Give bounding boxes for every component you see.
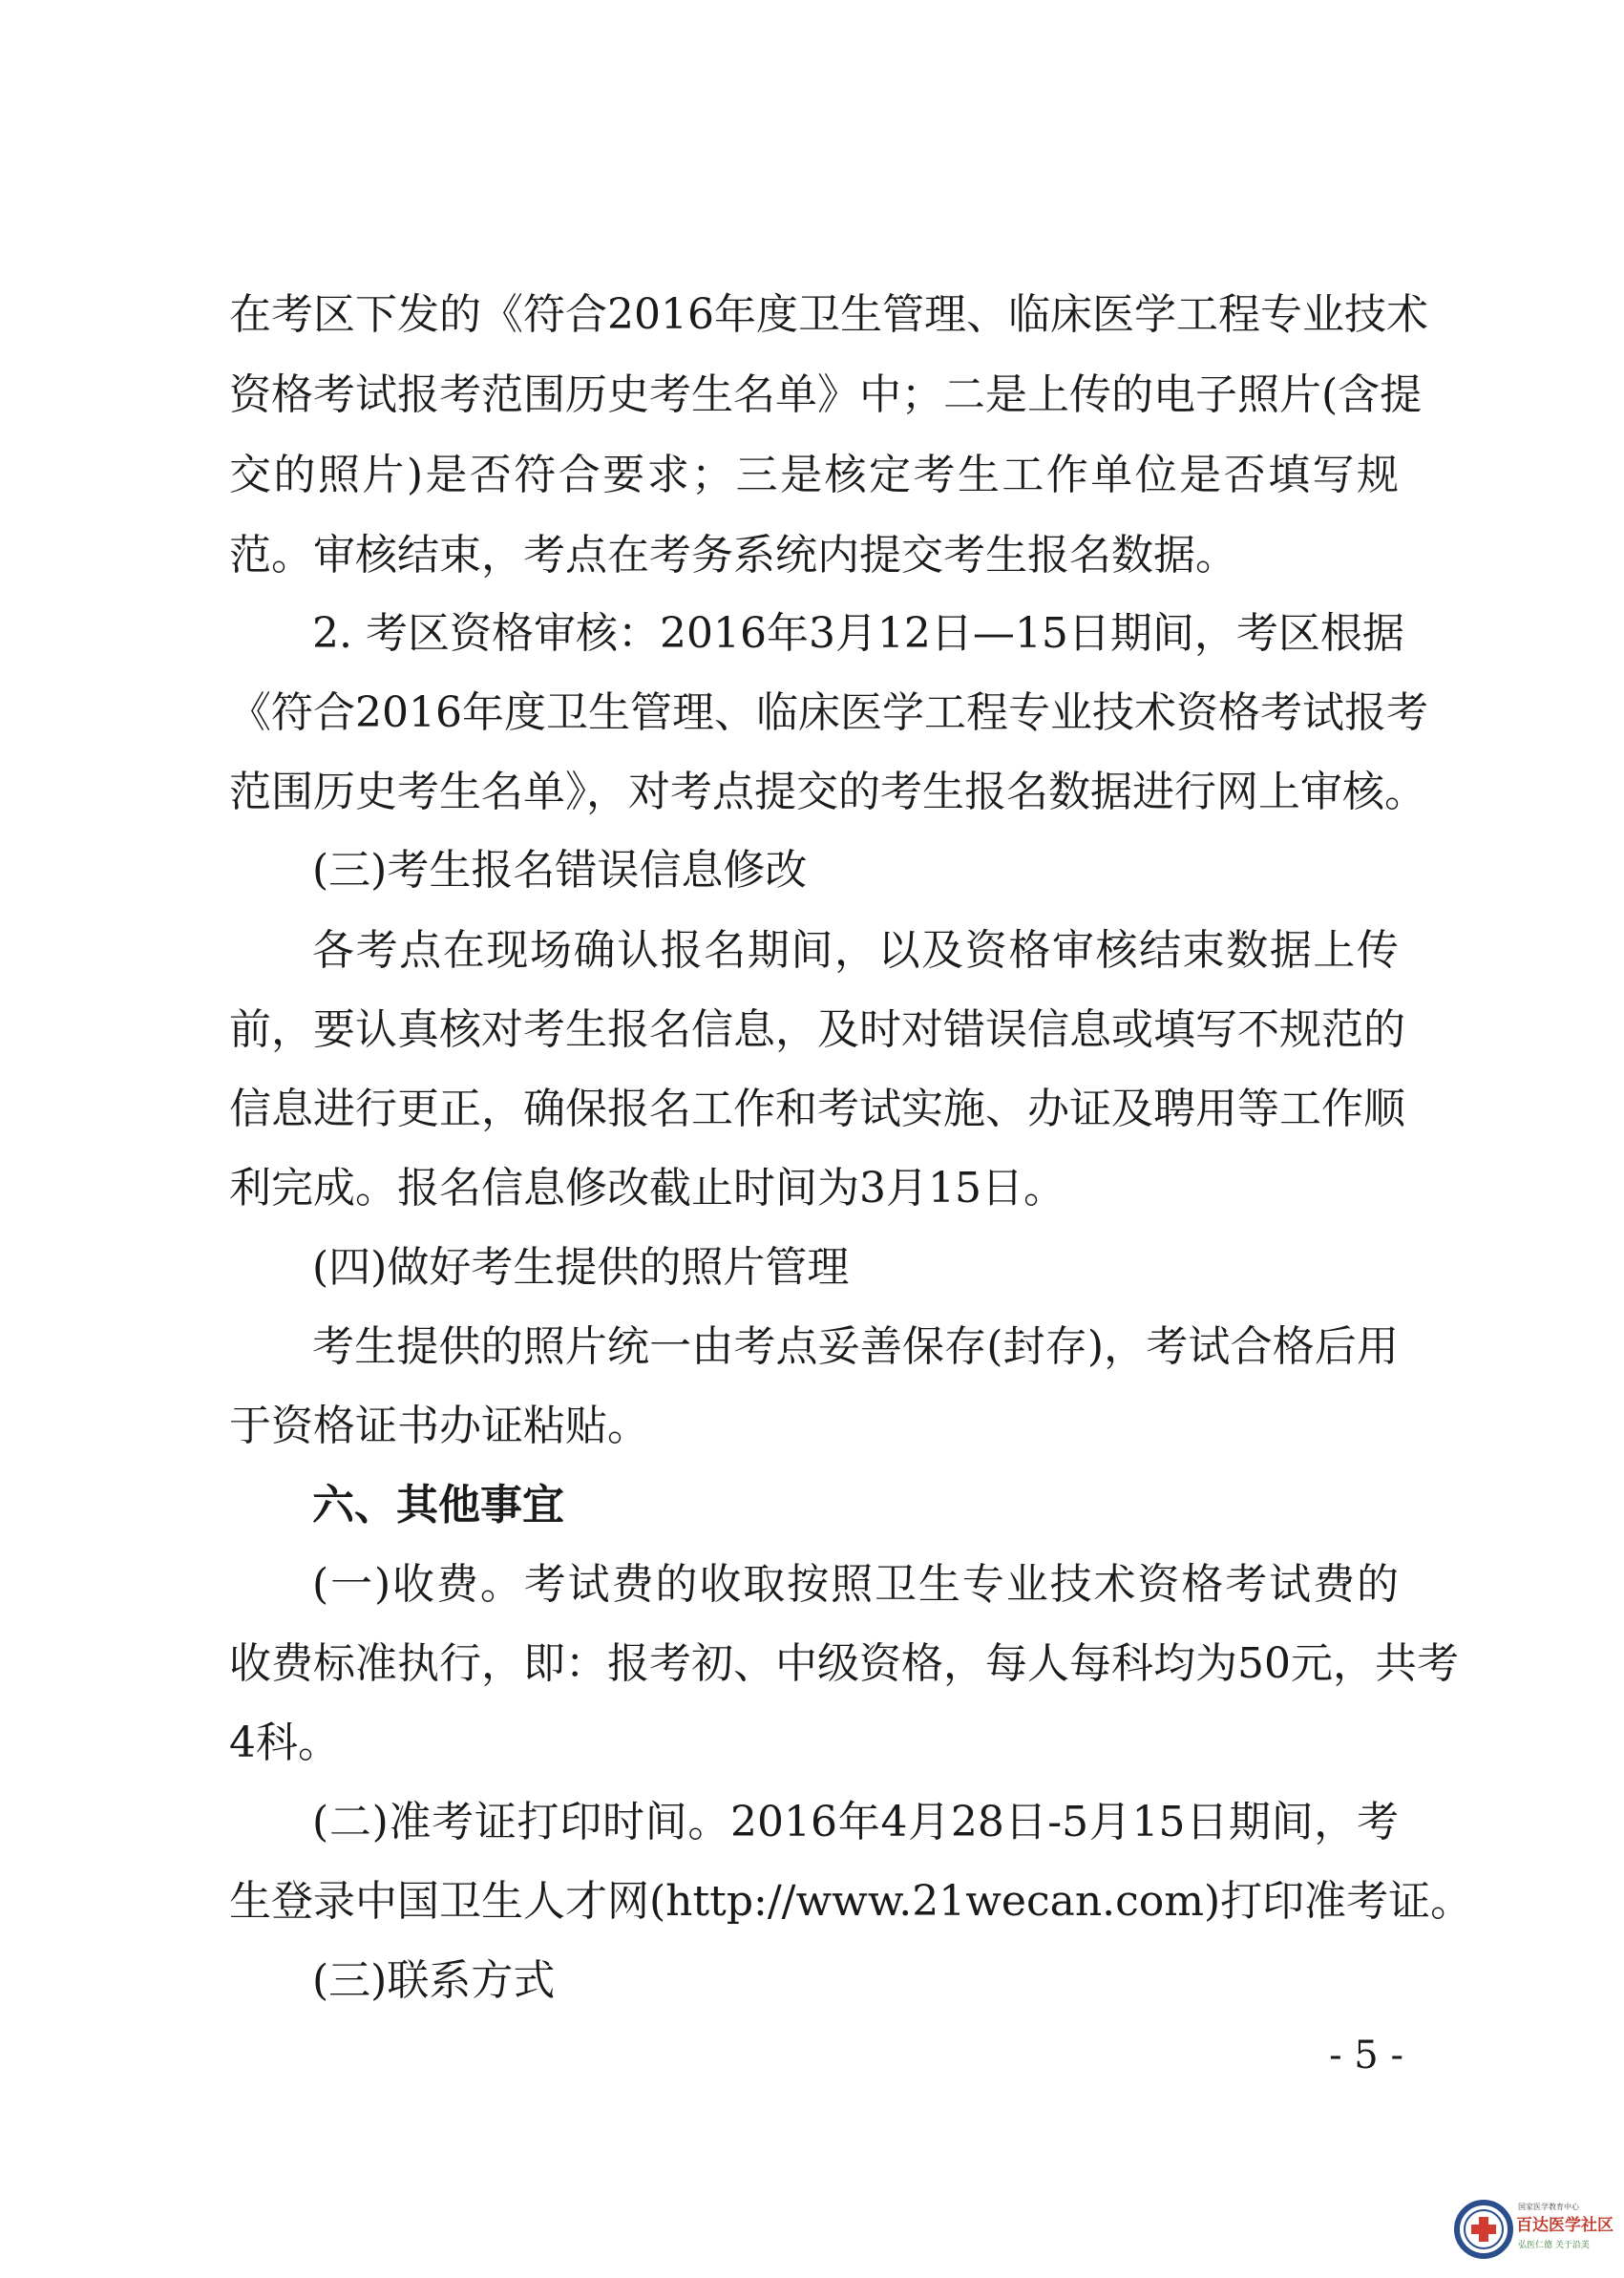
- photo-line-2: 于资格证书办证粘贴。: [229, 1402, 649, 1450]
- admission-ticket-line-2: 生登录中国卫生人才网(http://www.21wecan.com)打印准考证。: [229, 1877, 1473, 1926]
- medical-cross-logo-icon: [1451, 2196, 1618, 2263]
- section-2-line-2: 《符合2016年度卫生管理、临床医学工程专业技术资格考试报考: [229, 688, 1428, 737]
- site-watermark-logo: [1451, 2196, 1618, 2263]
- fee-line-3: 4科。: [229, 1719, 340, 1767]
- paragraph-line-1: 在考区下发的《符合2016年度卫生管理、临床医学工程专业技术: [229, 290, 1428, 339]
- subheading-error-info: (三)考生报名错误信息修改: [312, 846, 808, 895]
- subheading-contact: (三)联系方式: [312, 1956, 556, 2005]
- photo-line-1: 考生提供的照片统一由考点妥善保存(封存)，考试合格后用: [312, 1322, 1399, 1371]
- subheading-photo-management: (四)做好考生提供的照片管理: [312, 1243, 850, 1292]
- fee-line-1: (一)收费。考试费的收取按照卫生专业技术资格考试费的: [312, 1560, 1399, 1609]
- error-info-line-4: 利完成。报名信息修改截止时间为3月15日。: [229, 1164, 1065, 1213]
- paragraph-line-2: 资格考试报考范围历史考生名单》中；二是上传的电子照片(含提: [229, 370, 1423, 419]
- error-info-line-2: 前，要认真核对考生报名信息，及时对错误信息或填写不规范的: [229, 1005, 1405, 1054]
- watermark-sub-text: 弘医仁德 关于沿美: [1518, 2241, 1590, 2250]
- error-info-line-1: 各考点在现场确认报名期间，以及资格审核结束数据上传: [312, 926, 1399, 975]
- paragraph-line-4: 范。审核结束，考点在考务系统内提交考生报名数据。: [229, 531, 1237, 580]
- admission-ticket-line-1: (二)准考证打印时间。2016年4月28日-5月15日期间，考: [312, 1798, 1399, 1846]
- section-2-line-3: 范围历史考生名单》，对考点提交的考生报名数据进行网上审核。: [229, 768, 1426, 816]
- fee-line-2: 收费标准执行，即：报考初、中级资格，每人每科均为50元，共考: [229, 1639, 1459, 1688]
- page-number: - 5 -: [1329, 2034, 1403, 2078]
- watermark-top-text: 国家医学教育中心: [1518, 2203, 1579, 2211]
- section-2-line-1: 2. 考区资格审核：2016年3月12日—15日期间，考区根据: [312, 609, 1404, 658]
- watermark-main-text: 百达医学社区: [1516, 2216, 1613, 2235]
- paragraph-line-3: 交的照片)是否符合要求；三是核定考生工作单位是否填写规: [229, 451, 1399, 499]
- error-info-line-3: 信息进行更正，确保报名工作和考试实施、办证及聘用等工作顺: [229, 1085, 1405, 1133]
- section-heading-other-matters: 六、其他事宜: [312, 1481, 564, 1529]
